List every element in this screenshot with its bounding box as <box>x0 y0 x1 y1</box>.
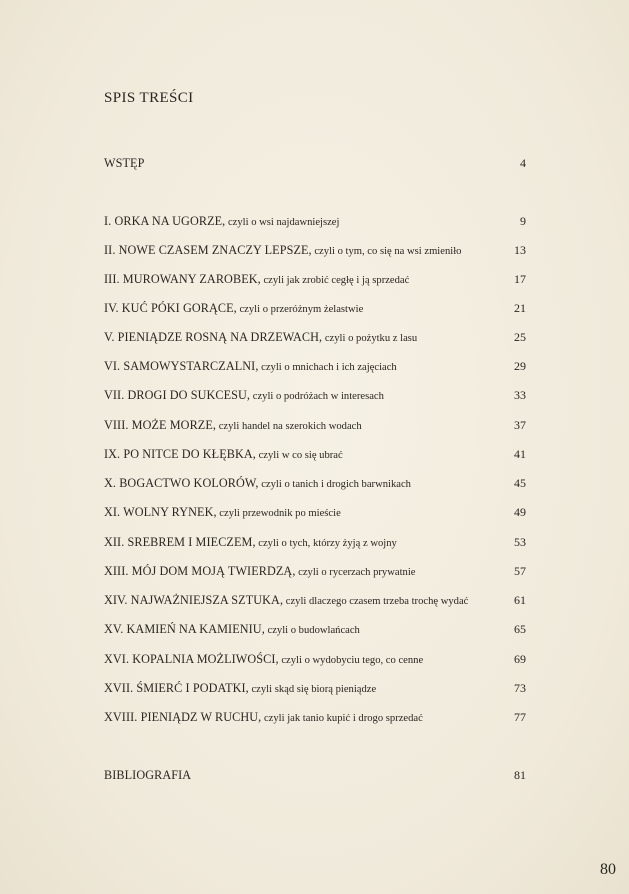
entry-page: 81 <box>514 768 526 782</box>
toc-entry <box>104 681 526 696</box>
entry-title: I. ORKA NA UGORZE, <box>104 214 226 228</box>
entry-title: IV. KUĆ PÓKI GORĄCE, <box>104 301 237 315</box>
entry-page: 65 <box>514 622 526 636</box>
page-number: 80 <box>600 861 616 878</box>
toc-entry <box>104 710 526 725</box>
toc-entry <box>104 652 526 667</box>
entry-page: 69 <box>514 652 526 666</box>
entry-title: IX. PO NITCE DO KŁĘBKA, <box>104 447 256 461</box>
entry-subtitle: czyli o wydobyciu tego, co cenne <box>278 655 424 666</box>
toc-entry <box>104 301 526 316</box>
entry-title: XV. KAMIEŃ NA KAMIENIU, <box>104 622 265 636</box>
entry-subtitle: czyli o budowlańcach <box>264 625 360 636</box>
entry-subtitle: czyli o rycerzach prywatnie <box>295 567 416 578</box>
entry-page: 77 <box>514 710 526 724</box>
entry-page: 13 <box>514 243 526 257</box>
entry-page: 41 <box>514 447 526 461</box>
toc-entry <box>104 214 526 229</box>
entry-page: 21 <box>514 301 526 315</box>
entry-page: 29 <box>514 359 526 373</box>
toc-entry <box>104 447 526 462</box>
entry-subtitle: czyli o podróżach w interesach <box>250 391 384 402</box>
toc-entry <box>104 505 526 520</box>
entry-page: 45 <box>514 476 526 490</box>
entry-subtitle: czyli o tych, którzy żyją z wojny <box>255 538 397 549</box>
entry-page: 53 <box>514 535 526 549</box>
entry-subtitle: czyli o przeróżnym żelastwie <box>236 304 364 315</box>
entry-title: X. BOGACTWO KOLORÓW, <box>104 476 259 490</box>
entry-title: XI. WOLNY RYNEK, <box>104 505 217 519</box>
entry-page: 25 <box>514 330 526 344</box>
entry-title: XIV. NAJWAŻNIEJSZA SZTUKA, <box>104 593 284 607</box>
entry-label: WSTĘP <box>104 156 145 170</box>
entry-subtitle: czyli jak tanio kupić i drogo sprzedać <box>261 713 423 724</box>
entry-title: VII. DROGI DO SUKCESU, <box>104 388 251 402</box>
entry-page: 37 <box>514 418 526 432</box>
toc-entry-intro <box>104 156 526 171</box>
entry-title: VI. SAMOWYSTARCZALNI, <box>104 359 259 373</box>
toc-entry <box>104 476 526 491</box>
entry-page: 17 <box>514 272 526 286</box>
entry-title: XVII. ŚMIERĆ I PODATKI, <box>104 681 249 695</box>
toc-entry <box>104 243 526 258</box>
entry-subtitle: czyli o tanich i drogich barwnikach <box>258 479 411 490</box>
entry-subtitle: czyli handel na szerokich wodach <box>216 421 362 432</box>
toc-entry <box>104 593 526 608</box>
entry-title: XIII. MÓJ DOM MOJĄ TWIERDZĄ, <box>104 564 296 578</box>
entry-subtitle: czyli w co się ubrać <box>255 450 343 461</box>
entry-page: 61 <box>514 593 526 607</box>
toc-entry <box>104 622 526 637</box>
entry-subtitle: czyli o pożytku z lasu <box>322 333 418 344</box>
toc-entry <box>104 272 526 287</box>
entry-subtitle: czyli o wsi najdawniejszej <box>225 217 340 228</box>
entry-page: 57 <box>514 564 526 578</box>
toc-entry <box>104 359 526 374</box>
entry-subtitle: czyli skąd się biorą pieniądze <box>248 684 377 695</box>
toc-entry <box>104 535 526 550</box>
entry-title: VIII. MOŻE MORZE, <box>104 418 217 432</box>
entry-title: XVIII. PIENIĄDZ W RUCHU, <box>104 710 262 724</box>
page-title: SPIS TREŚCI <box>104 90 194 106</box>
entry-title: II. NOWE CZASEM ZNACZY LEPSZE, <box>104 243 312 257</box>
toc-entry <box>104 388 526 403</box>
entry-title: XII. SREBREM I MIECZEM, <box>104 535 256 549</box>
entry-page: 33 <box>514 388 526 402</box>
toc-entry <box>104 564 526 579</box>
entry-subtitle: czyli jak zrobić cegłę i ją sprzedać <box>260 275 410 286</box>
entry-page: 9 <box>520 214 526 228</box>
toc-entry-bibliography <box>104 768 526 783</box>
entry-title: III. MUROWANY ZAROBEK, <box>104 272 261 286</box>
entry-page: 4 <box>520 156 526 170</box>
entry-subtitle: czyli o mnichach i ich zajęciach <box>258 362 397 373</box>
toc-entry <box>104 330 526 345</box>
entry-title: V. PIENIĄDZE ROSNĄ NA DRZEWACH, <box>104 330 323 344</box>
entry-subtitle: czyli o tym, co się na wsi zmieniło <box>311 246 462 257</box>
entry-page: 49 <box>514 505 526 519</box>
toc-entry <box>104 418 526 433</box>
entry-subtitle: czyli dlaczego czasem trzeba trochę wydać <box>283 596 469 607</box>
entry-title: XVI. KOPALNIA MOŻLIWOŚCI, <box>104 652 279 666</box>
entry-subtitle: czyli przewodnik po mieście <box>216 508 341 519</box>
entry-label: BIBLIOGRAFIA <box>104 768 192 782</box>
entry-page: 73 <box>514 681 526 695</box>
